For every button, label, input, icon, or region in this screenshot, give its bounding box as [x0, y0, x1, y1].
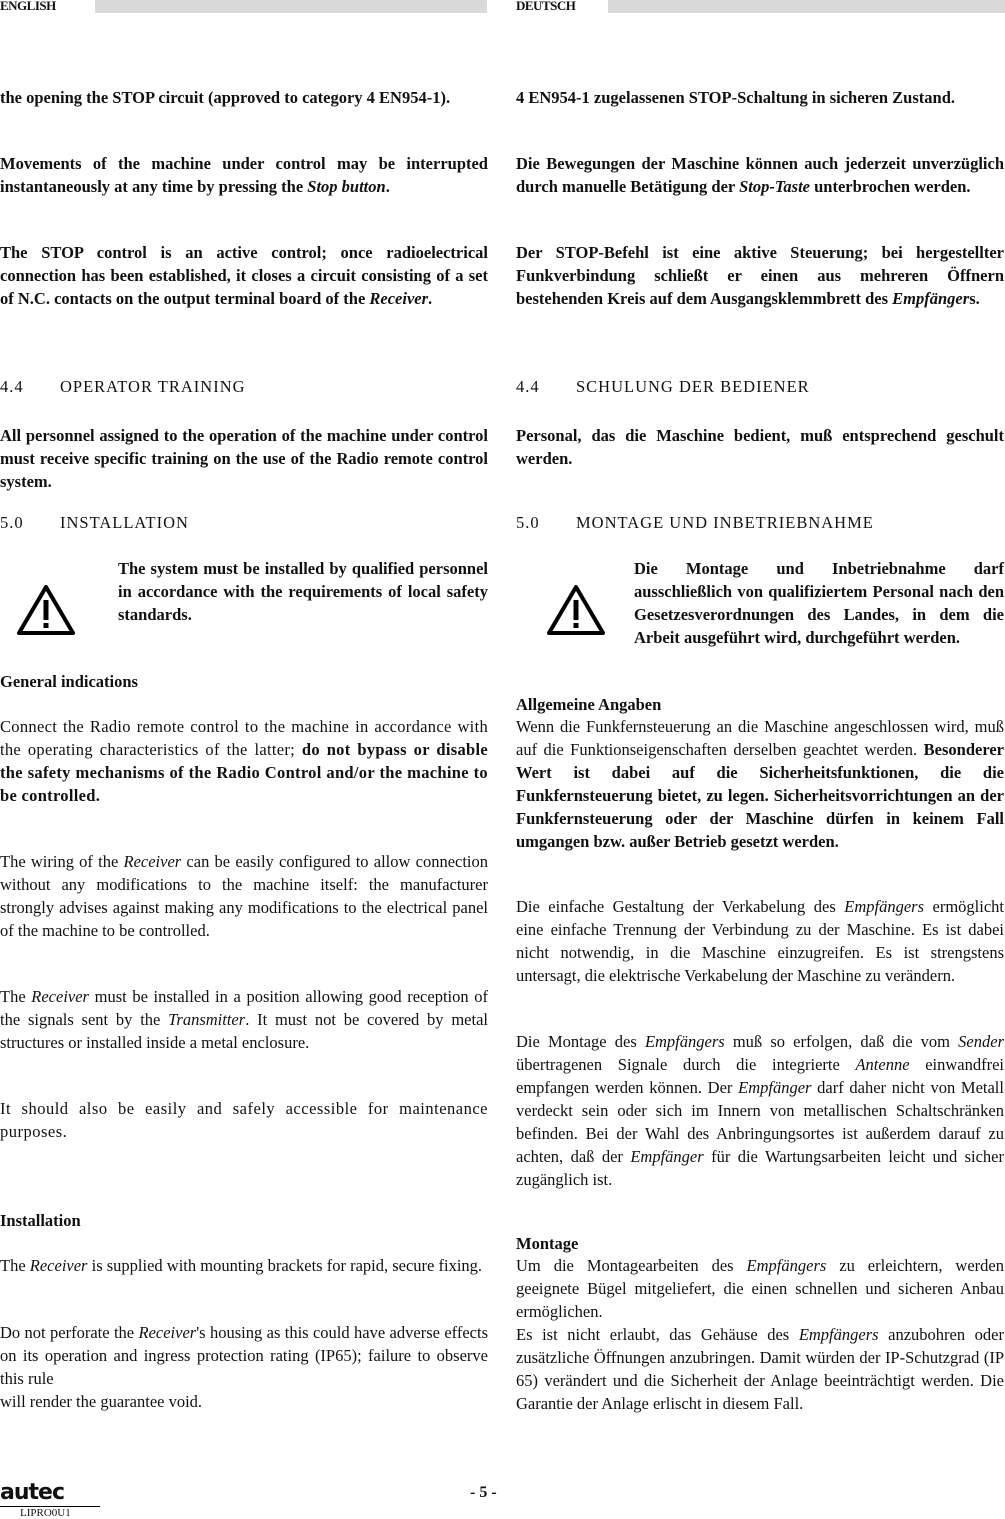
german-language-label: DEUTSCH [516, 0, 576, 13]
en-paragraph-stop-control: The STOP control is an active control; once radioelectrical connection has been established, it closes a circuit consisting of a set of N.C. contacts on the output terminal board of the Receiver. [0, 243, 488, 308]
english-header-bar [95, 0, 487, 13]
de-paragraph-receiver-position: Die Montage des Empfängers muß so erfolgen, daß die vom Sender übertragenen Signale durch die integrierte Antenne einwandfrei empfangen werden können. Der Empfänger darf daher nicht von Metall verdeckt sein oder sich im Innern von metallischen Schaltschränken befinden. Bei der Wahl des Anbringungsortes ist außerdem darauf zu achten, daß der Empfänger für die Wartungsarbeiten leicht und sicher zugänglich ist. [516, 1032, 1005, 1189]
english-language-label: ENGLISH [0, 0, 56, 13]
en-paragraph-receiver-position: The Receiver must be installed in a position allowing good reception of the signals sent by the Transmitter. It must not be covered by metal structures or installed inside a metal enclosure. [0, 987, 488, 1052]
en-paragraph-perforate: Do not perforate the Receiver's housing as this could have adverse effects on its operation and ingress protection rating (IP65); failure to observe this rule will render the guarantee void. [0, 1323, 488, 1411]
en-paragraph-accessible: It should also be easily and safely accessible for maintenance purposes. [0, 1099, 488, 1141]
en-paragraph-connect: Connect the Radio remote control to the machine in accordance with the operating characteristics of the latter; do not bypass or disable the safety mechanisms of the Radio Control and/or the machine to be controlled. [0, 717, 488, 805]
de-heading-general: Allgemeine Angaben [516, 695, 662, 714]
en-heading-installation: 5.0 INSTALLATION [0, 513, 189, 532]
german-header [516, 0, 1004, 16]
de-heading-installation: 5.0 MONTAGE UND INBETRIEBNAHME [516, 513, 874, 532]
de-paragraph-training: Personal, das die Maschine bedient, muß entsprechend geschult werden. [516, 426, 1004, 468]
warning-icon [16, 584, 76, 636]
en-heading-operator-training: 4.4 OPERATOR TRAINING [0, 377, 246, 396]
en-paragraph-brackets: The Receiver is supplied with mounting brackets for rapid, secure fixing. [0, 1256, 483, 1275]
en-heading-general-indications: General indications [0, 672, 138, 691]
de-paragraph-brackets: Um die Montagearbeiten des Empfängers zu erleichtern, werden geeignete Bügel mitgeliefert, die einen schnellen und sicheren Anbau ermöglichen. Es ist nicht erlaubt, das Gehäuse des Empfängers anzubohren oder zusätzliche Öffnungen anzubringen. Damit würden der IP-Schutzgrad (IP 65) verändert und die Sicherheit der Anlage beeinträchtigt werden. Die Garantie der Anlage erlischt in diesem Fall. [516, 1256, 1004, 1413]
warning-icon [546, 584, 606, 636]
german-header-bar [608, 0, 1005, 13]
de-warning-text: Die Montage und Inbetriebnahme darf ausschließlich von qualifiziertem Personal nach den Gesetzesverordnungen des Landes, in dem die Arbeit ausgeführt wird, durchgeführt werden. [634, 559, 1004, 647]
de-paragraph-movements: Die Bewegungen der Maschine können auch jederzeit unverzüglich durch manuelle Betätigung der Stop-Taste unterbrochen werden. [516, 154, 1004, 196]
de-paragraph-stop-control: Der STOP-Befehl ist eine aktive Steuerung; bei hergestellter Funkverbindung schließt er einen aus mehreren Öffnern bestehenden Kreis auf dem Ausgangsklemmbrett des Empfängers. [516, 243, 1004, 308]
english-header [0, 0, 488, 16]
document-code: LIPRO0U1 [0, 1506, 100, 1519]
de-paragraph-wiring: Die einfache Gestaltung der Verkabelung des Empfängers ermöglicht eine einfache Trennung der Verbindung zu der Maschine. Es ist dabei nicht notwendig, in die Maschine einzugreifen. Es ist strengstens untersagt, die elektrische Verkabelung der Maschine zu verändern. [516, 897, 1004, 985]
autec-logo: autec [0, 1480, 64, 1505]
en-paragraph-training: All personnel assigned to the operation of the machine under control must receive specific training on the use of the Radio remote control system. [0, 426, 488, 491]
german-column [516, 0, 1005, 1413]
de-paragraph-stop-circuit: 4 EN954-1 zugelassenen STOP-Schaltung in sicheren Zustand. [516, 88, 956, 107]
english-column [0, 0, 489, 1411]
de-heading-operator-training: 4.4 SCHULUNG DER BEDIENER [516, 377, 810, 396]
en-paragraph-stop-circuit: the opening the STOP circuit (approved to category 4 EN954-1). [0, 88, 451, 107]
en-warning-text: The system must be installed by qualified personnel in accordance with the requirements of local safety standards. [118, 559, 488, 624]
en-paragraph-wiring: The wiring of the Receiver can be easily configured to allow connection without any modifications to the machine itself: the manufacturer strongly advises against making any modifications to the electrical panel of the machine to be controlled. [0, 852, 489, 940]
en-heading-installation-sub: Installation [0, 1211, 81, 1230]
de-heading-montage: Montage [516, 1234, 579, 1253]
page-number: - 5 - [470, 1484, 497, 1501]
en-paragraph-movements: Movements of the machine under control may be interrupted instantaneously at any time by pressing the Stop button. [0, 154, 488, 196]
de-paragraph-connect: Wenn die Funkfernsteuerung an die Maschine angeschlossen wird, muß auf die Funktionseigenschaften derselben geachtet werden. Besonderer Wert ist dabei auf die Sicherheitsfunktionen, die die Funkfernsteuerung bietet, zu legen. Sicherheitsvorrichtungen an der Funkfernsteuerung oder der Maschine dürfen in keinem Fall umgangen bzw. außer Betrieb gesetzt werden. [516, 717, 1004, 851]
